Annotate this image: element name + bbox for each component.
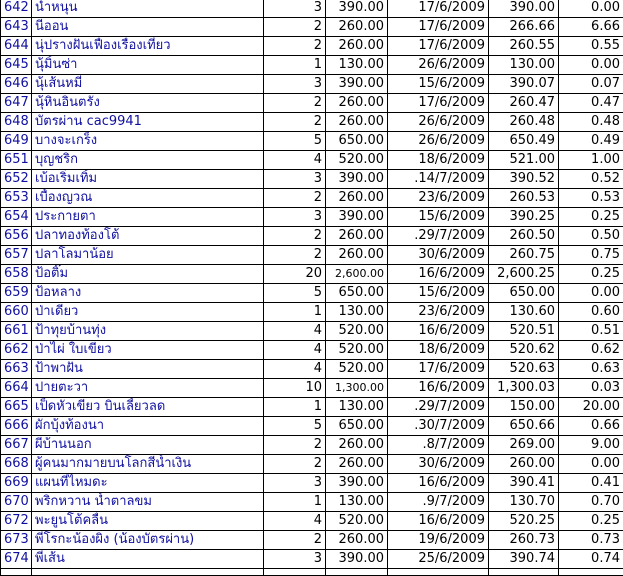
cell-quantity[interactable]: 5: [264, 132, 326, 151]
cell-amount[interactable]: 650.00: [326, 284, 388, 303]
cell-amount[interactable]: 650.00: [326, 417, 388, 436]
cell-amount[interactable]: 130.00: [326, 493, 388, 512]
cell-amount[interactable]: 260.00: [326, 113, 388, 132]
cell-difference[interactable]: 0.07: [559, 75, 623, 94]
cell-paid[interactable]: 520.25: [489, 512, 559, 531]
table-row: [1, 246, 623, 265]
cell-paid[interactable]: 260.48: [489, 113, 559, 132]
cell-paid[interactable]: 260.55: [489, 37, 559, 56]
table-row: [1, 284, 623, 303]
cell-amount[interactable]: 260.00: [326, 18, 388, 37]
cell-paid[interactable]: 520.51: [489, 322, 559, 341]
cell-difference[interactable]: 20.00: [559, 398, 623, 417]
cell-number[interactable]: 673: [1, 531, 32, 550]
cell-paid[interactable]: 130.60: [489, 303, 559, 322]
cell-number[interactable]: 666: [1, 417, 32, 436]
cell-difference[interactable]: 0.75: [559, 246, 623, 265]
cell-number[interactable]: 643: [1, 18, 32, 37]
cell-number[interactable]: 661: [1, 322, 32, 341]
cell-number[interactable]: 674: [1, 550, 32, 569]
cell-date[interactable]: 15/6/2009: [388, 75, 489, 94]
cell-name[interactable]: นุ้มิ้นซ่า: [32, 56, 264, 75]
cell-quantity[interactable]: 3: [264, 170, 326, 189]
cell-name[interactable]: นีออน: [32, 18, 264, 37]
cell-date[interactable]: 19/6/2009: [388, 531, 489, 550]
cell-name[interactable]: ปลาโลมาน้อย: [32, 246, 264, 265]
table-row: [1, 531, 623, 550]
cell-difference[interactable]: 0.48: [559, 113, 623, 132]
cell-date[interactable]: 26/6/2009: [388, 132, 489, 151]
cell-number[interactable]: [1, 569, 32, 576]
cell-difference[interactable]: 0.25: [559, 265, 623, 284]
table-row: [1, 493, 623, 512]
cell-amount[interactable]: 520.00: [326, 512, 388, 531]
cell-difference[interactable]: 0.62: [559, 341, 623, 360]
cell-amount[interactable]: [326, 569, 388, 576]
cell-quantity[interactable]: 3: [264, 0, 326, 18]
cell-name[interactable]: ป้อติ๊ม: [32, 265, 264, 284]
cell-date[interactable]: .8/7/2009: [388, 436, 489, 455]
cell-date[interactable]: 18/6/2009: [388, 341, 489, 360]
table-row: [1, 94, 623, 113]
cell-name[interactable]: ป่าเดียว: [32, 303, 264, 322]
cell-quantity[interactable]: 2: [264, 94, 326, 113]
cell-amount[interactable]: 2,600.00: [326, 265, 388, 284]
cell-date[interactable]: 17/6/2009: [388, 360, 489, 379]
cell-amount[interactable]: 390.00: [326, 474, 388, 493]
cell-paid[interactable]: 260.00: [489, 455, 559, 474]
cell-difference[interactable]: 9.00: [559, 436, 623, 455]
cell-quantity[interactable]: 4: [264, 322, 326, 341]
cell-number[interactable]: 642: [1, 0, 32, 18]
cell-paid[interactable]: 390.07: [489, 75, 559, 94]
cell-date[interactable]: 30/6/2009: [388, 455, 489, 474]
cell-amount[interactable]: 260.00: [326, 37, 388, 56]
table-row: [1, 18, 623, 37]
cell-number[interactable]: 653: [1, 189, 32, 208]
cell-quantity[interactable]: 5: [264, 417, 326, 436]
cell-name[interactable]: นุ้หินอินตรัง: [32, 94, 264, 113]
cell-amount[interactable]: 390.00: [326, 75, 388, 94]
cell-amount[interactable]: 260.00: [326, 94, 388, 113]
cell-paid[interactable]: 260.73: [489, 531, 559, 550]
cell-number[interactable]: 658: [1, 265, 32, 284]
cell-name[interactable]: ปายตะวา: [32, 379, 264, 398]
cell-quantity[interactable]: 4: [264, 360, 326, 379]
cell-quantity[interactable]: 2: [264, 37, 326, 56]
cell-name[interactable]: ป่าไผ่ ใบเขียว: [32, 341, 264, 360]
cell-number[interactable]: 659: [1, 284, 32, 303]
cell-amount[interactable]: 520.00: [326, 322, 388, 341]
cell-quantity[interactable]: 1: [264, 398, 326, 417]
cell-date[interactable]: .30/7/2009: [388, 417, 489, 436]
cell-paid[interactable]: 390.74: [489, 550, 559, 569]
cell-name[interactable]: ผักบุ้งท้องนา: [32, 417, 264, 436]
cell-difference[interactable]: 6.66: [559, 18, 623, 37]
cell-paid[interactable]: 130.00: [489, 56, 559, 75]
cell-name[interactable]: ปลาทองท้องโต้: [32, 227, 264, 246]
cell-quantity[interactable]: 4: [264, 341, 326, 360]
cell-amount[interactable]: 520.00: [326, 341, 388, 360]
cell-difference[interactable]: 0.60: [559, 303, 623, 322]
cell-name[interactable]: พี่เส้น: [32, 550, 264, 569]
cell-name[interactable]: พี่โรกะน้องผิง (น้องบัตรผ่าน): [32, 531, 264, 550]
cell-name[interactable]: ผู้คนมากมายบนโลกสีน้ำเงิน: [32, 455, 264, 474]
cell-quantity[interactable]: [264, 569, 326, 576]
cell-difference[interactable]: 0.63: [559, 360, 623, 379]
table-row: [1, 0, 623, 18]
cell-paid[interactable]: 650.49: [489, 132, 559, 151]
cell-number[interactable]: 669: [1, 474, 32, 493]
cell-paid[interactable]: 1,300.03: [489, 379, 559, 398]
cell-name[interactable]: นุ่ปรางฝันเฟื่องเรื่องเที่ยว: [32, 37, 264, 56]
cell-amount[interactable]: 260.00: [326, 455, 388, 474]
cell-amount[interactable]: 1,300.00: [326, 379, 388, 398]
table-row: [1, 417, 623, 436]
cell-quantity[interactable]: 1: [264, 56, 326, 75]
cell-paid[interactable]: 650.66: [489, 417, 559, 436]
cell-number[interactable]: 665: [1, 398, 32, 417]
cell-paid[interactable]: 2,600.25: [489, 265, 559, 284]
cell-name[interactable]: พริกหวาน น้ำตาลขม: [32, 493, 264, 512]
cell-number[interactable]: 667: [1, 436, 32, 455]
cell-quantity[interactable]: 2: [264, 246, 326, 265]
cell-paid[interactable]: 266.66: [489, 18, 559, 37]
cell-quantity[interactable]: 3: [264, 75, 326, 94]
cell-amount[interactable]: 390.00: [326, 550, 388, 569]
cell-difference[interactable]: 0.52: [559, 170, 623, 189]
cell-amount[interactable]: 260.00: [326, 189, 388, 208]
cell-number[interactable]: 664: [1, 379, 32, 398]
table-row: [1, 208, 623, 227]
cell-amount[interactable]: 130.00: [326, 303, 388, 322]
table-body: [1, 0, 623, 576]
cell-number[interactable]: 647: [1, 94, 32, 113]
cell-paid[interactable]: 130.70: [489, 493, 559, 512]
cell-number[interactable]: 662: [1, 341, 32, 360]
cell-difference[interactable]: 0.25: [559, 512, 623, 531]
table-row: [1, 436, 623, 455]
cell-quantity[interactable]: 2: [264, 531, 326, 550]
cell-paid[interactable]: 650.00: [489, 284, 559, 303]
cell-number[interactable]: 670: [1, 493, 32, 512]
cell-paid[interactable]: 260.53: [489, 189, 559, 208]
cell-date[interactable]: 16/6/2009: [388, 322, 489, 341]
table-row: [1, 189, 623, 208]
cell-number[interactable]: 656: [1, 227, 32, 246]
cell-paid[interactable]: 260.75: [489, 246, 559, 265]
cell-number[interactable]: 648: [1, 113, 32, 132]
cell-paid[interactable]: 390.25: [489, 208, 559, 227]
cell-difference[interactable]: 0.00: [559, 56, 623, 75]
cell-number[interactable]: 652: [1, 170, 32, 189]
cell-difference[interactable]: 0.73: [559, 531, 623, 550]
table-row: [1, 379, 623, 398]
cell-number[interactable]: 654: [1, 208, 32, 227]
cell-difference[interactable]: 0.47: [559, 94, 623, 113]
table-row: [1, 170, 623, 189]
cell-number[interactable]: 672: [1, 512, 32, 531]
cell-quantity[interactable]: 1: [264, 493, 326, 512]
cell-name[interactable]: เบ้อเริ่มเทิ้ม: [32, 170, 264, 189]
cell-name[interactable]: เบื้องญวณ: [32, 189, 264, 208]
cell-number[interactable]: 657: [1, 246, 32, 265]
cell-amount[interactable]: 260.00: [326, 436, 388, 455]
cell-number[interactable]: 660: [1, 303, 32, 322]
table-row: [1, 37, 623, 56]
cell-quantity[interactable]: 3: [264, 208, 326, 227]
cell-number[interactable]: 644: [1, 37, 32, 56]
cell-amount[interactable]: 260.00: [326, 227, 388, 246]
table-row: [1, 455, 623, 474]
cell-date[interactable]: 16/6/2009: [388, 474, 489, 493]
cell-amount[interactable]: 390.00: [326, 0, 388, 18]
cell-date[interactable]: 16/6/2009: [388, 265, 489, 284]
cell-date[interactable]: 16/6/2009: [388, 379, 489, 398]
table-row: [1, 56, 623, 75]
cell-quantity[interactable]: 2: [264, 455, 326, 474]
cell-date[interactable]: .29/7/2009: [388, 398, 489, 417]
cell-date[interactable]: 30/6/2009: [388, 246, 489, 265]
cell-date[interactable]: 17/6/2009: [388, 37, 489, 56]
cell-quantity[interactable]: 3: [264, 474, 326, 493]
cell-difference[interactable]: 0.49: [559, 132, 623, 151]
cell-name[interactable]: [32, 569, 264, 576]
cell-name[interactable]: ป้าพาฝัน: [32, 360, 264, 379]
cell-difference[interactable]: 0.00: [559, 0, 623, 18]
cell-difference[interactable]: 0.50: [559, 227, 623, 246]
cell-date[interactable]: 16/6/2009: [388, 512, 489, 531]
cell-paid[interactable]: 260.47: [489, 94, 559, 113]
cell-date[interactable]: 15/6/2009: [388, 284, 489, 303]
cell-date[interactable]: .14/7/2009: [388, 170, 489, 189]
cell-amount[interactable]: 520.00: [326, 151, 388, 170]
cell-number[interactable]: 645: [1, 56, 32, 75]
table-row: [1, 113, 623, 132]
cell-difference[interactable]: 0.25: [559, 208, 623, 227]
cell-date[interactable]: 23/6/2009: [388, 303, 489, 322]
cell-name[interactable]: บางจะเกร็ง: [32, 132, 264, 151]
cell-paid[interactable]: 520.63: [489, 360, 559, 379]
cell-amount[interactable]: 130.00: [326, 398, 388, 417]
cell-difference[interactable]: 0.00: [559, 284, 623, 303]
table-row: [1, 474, 623, 493]
cell-difference[interactable]: 0.55: [559, 37, 623, 56]
cell-amount[interactable]: 650.00: [326, 132, 388, 151]
cell-paid[interactable]: 150.00: [489, 398, 559, 417]
cell-difference[interactable]: [559, 569, 623, 576]
cell-name[interactable]: แผนที่ไหมดะ: [32, 474, 264, 493]
table-row: [1, 227, 623, 246]
cell-name[interactable]: ป้าทุยบ้านทุ่ง: [32, 322, 264, 341]
cell-date[interactable]: 23/6/2009: [388, 189, 489, 208]
cell-date[interactable]: 18/6/2009: [388, 151, 489, 170]
cell-number[interactable]: 646: [1, 75, 32, 94]
cell-quantity[interactable]: 1: [264, 303, 326, 322]
cell-number[interactable]: 663: [1, 360, 32, 379]
cell-quantity[interactable]: 2: [264, 227, 326, 246]
cell-amount[interactable]: 390.00: [326, 170, 388, 189]
cell-date[interactable]: 17/6/2009: [388, 0, 489, 18]
cell-name[interactable]: นุ้เส้นหมี่: [32, 75, 264, 94]
table-row: [1, 132, 623, 151]
cell-difference[interactable]: 0.70: [559, 493, 623, 512]
cell-date[interactable]: 15/6/2009: [388, 208, 489, 227]
cell-date[interactable]: 17/6/2009: [388, 94, 489, 113]
cell-number[interactable]: 649: [1, 132, 32, 151]
cell-quantity[interactable]: 4: [264, 512, 326, 531]
table-row: [1, 322, 623, 341]
cell-date[interactable]: 26/6/2009: [388, 56, 489, 75]
cell-name[interactable]: ประกายตา: [32, 208, 264, 227]
cell-name[interactable]: น้ำหนุน: [32, 0, 264, 18]
cell-number[interactable]: 651: [1, 151, 32, 170]
table-row-partial: [1, 569, 623, 576]
cell-quantity[interactable]: 2: [264, 18, 326, 37]
cell-name[interactable]: ป้อหลาง: [32, 284, 264, 303]
cell-paid[interactable]: 390.00: [489, 0, 559, 18]
cell-difference[interactable]: 0.41: [559, 474, 623, 493]
cell-difference[interactable]: 0.66: [559, 417, 623, 436]
cell-quantity[interactable]: 2: [264, 436, 326, 455]
cell-amount[interactable]: 260.00: [326, 246, 388, 265]
cell-paid[interactable]: 521.00: [489, 151, 559, 170]
cell-name[interactable]: เป็ดหัวเขียว บินเลี้ยวลด: [32, 398, 264, 417]
table-row: [1, 341, 623, 360]
cell-amount[interactable]: 390.00: [326, 208, 388, 227]
cell-paid[interactable]: 269.00: [489, 436, 559, 455]
cell-quantity[interactable]: 3: [264, 550, 326, 569]
cell-amount[interactable]: 260.00: [326, 531, 388, 550]
cell-difference[interactable]: 0.00: [559, 455, 623, 474]
cell-date[interactable]: 17/6/2009: [388, 18, 489, 37]
cell-difference[interactable]: 0.03: [559, 379, 623, 398]
cell-quantity[interactable]: 10: [264, 379, 326, 398]
cell-name[interactable]: บัตรผ่าน cac9941: [32, 113, 264, 132]
table-row: [1, 512, 623, 531]
cell-quantity[interactable]: 4: [264, 151, 326, 170]
cell-paid[interactable]: 390.41: [489, 474, 559, 493]
cell-quantity[interactable]: 2: [264, 113, 326, 132]
cell-date[interactable]: .9/7/2009: [388, 493, 489, 512]
cell-date[interactable]: 25/6/2009: [388, 550, 489, 569]
table-row: [1, 398, 623, 417]
table-row: [1, 360, 623, 379]
cell-name[interactable]: พะยูนโต้คลื่น: [32, 512, 264, 531]
cell-quantity[interactable]: 2: [264, 189, 326, 208]
cell-amount[interactable]: 520.00: [326, 360, 388, 379]
table-row: [1, 75, 623, 94]
cell-quantity[interactable]: 20: [264, 265, 326, 284]
cell-paid[interactable]: 260.50: [489, 227, 559, 246]
cell-date[interactable]: [388, 569, 489, 576]
cell-paid[interactable]: 390.52: [489, 170, 559, 189]
cell-difference[interactable]: 0.53: [559, 189, 623, 208]
table-row: [1, 303, 623, 322]
cell-difference[interactable]: 0.74: [559, 550, 623, 569]
cell-quantity[interactable]: 5: [264, 284, 326, 303]
table-row: [1, 151, 623, 170]
cell-paid[interactable]: [489, 569, 559, 576]
cell-amount[interactable]: 130.00: [326, 56, 388, 75]
table-row: [1, 550, 623, 569]
cell-date[interactable]: 26/6/2009: [388, 113, 489, 132]
cell-paid[interactable]: 520.62: [489, 341, 559, 360]
cell-number[interactable]: 668: [1, 455, 32, 474]
cell-name[interactable]: ผีบ้านนอก: [32, 436, 264, 455]
cell-difference[interactable]: 0.51: [559, 322, 623, 341]
cell-name[interactable]: บุญชริก: [32, 151, 264, 170]
table-row: [1, 265, 623, 284]
cell-date[interactable]: .29/7/2009: [388, 227, 489, 246]
cell-difference[interactable]: 1.00: [559, 151, 623, 170]
